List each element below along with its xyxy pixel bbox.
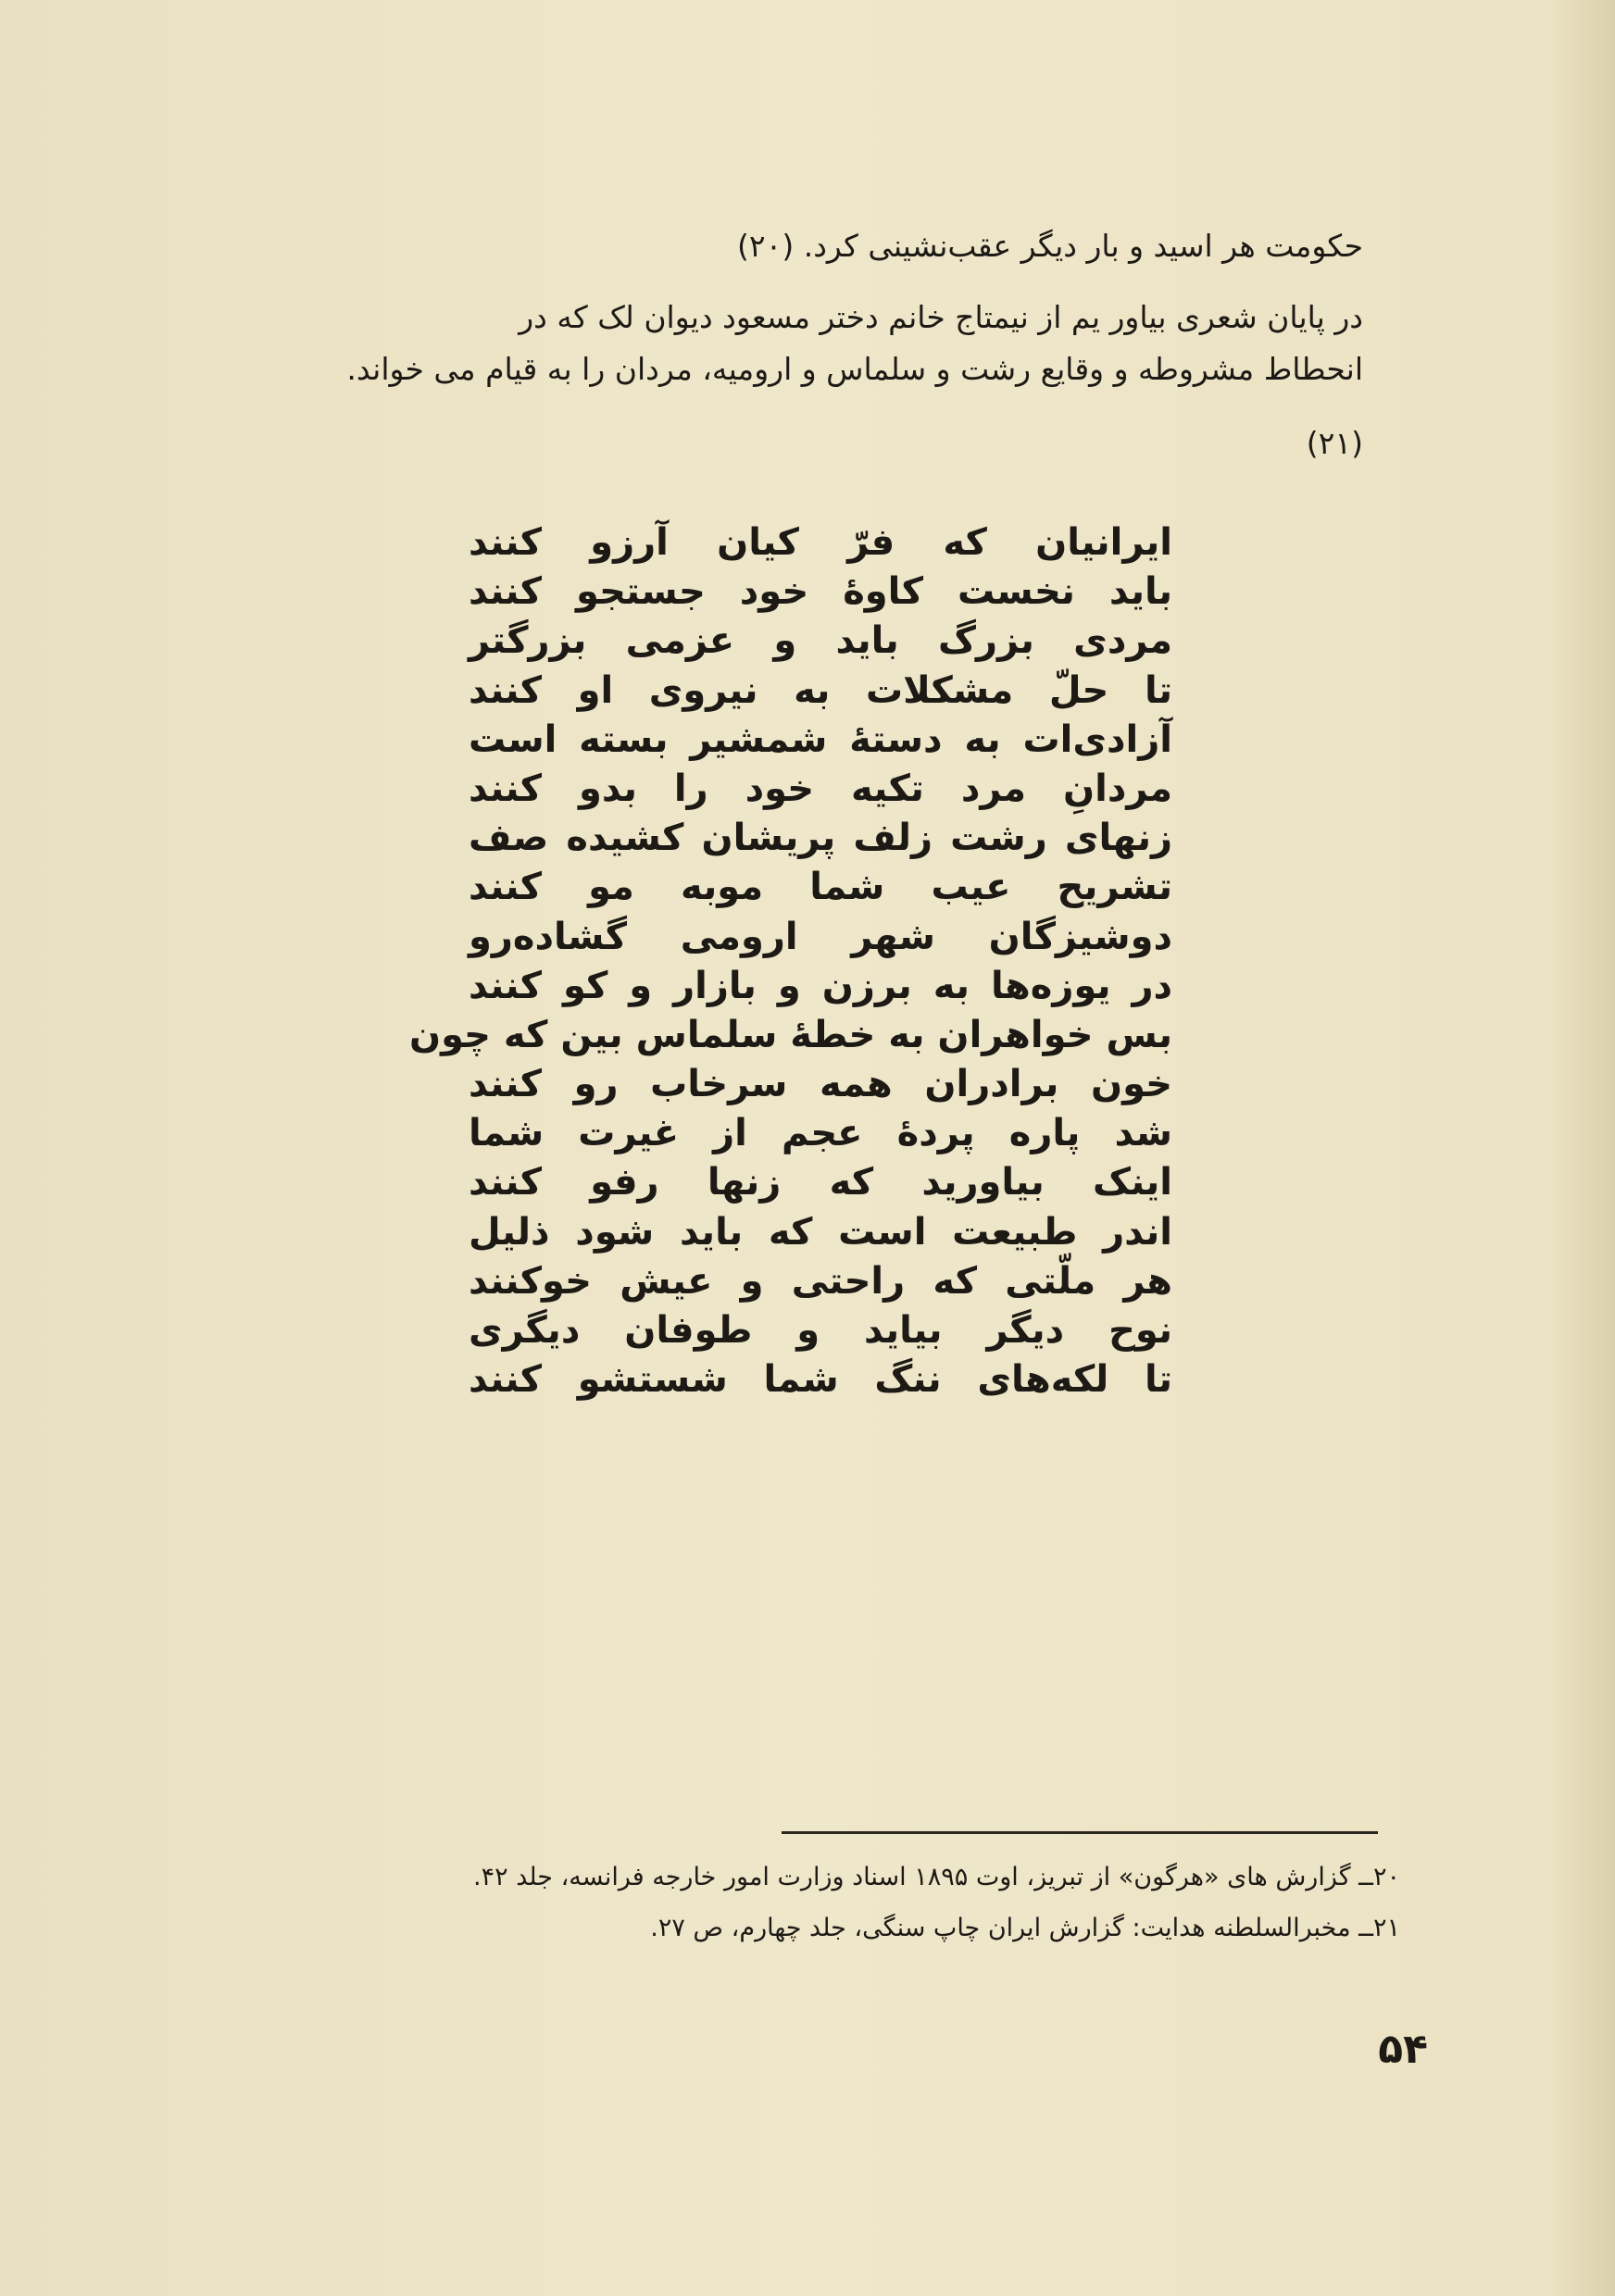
page-number: ۵۴ (1378, 2026, 1428, 2073)
footnote-divider (782, 1831, 1378, 1834)
page-edge-shadow (1550, 0, 1615, 2296)
intro-line-3: انحطاط مشروطه و وقایع رشت و سلماس و ارومیه، مردان را به قیام می خواند. (346, 351, 1363, 387)
poem-verse: آزادی‌ات به دستهٔ شمشیر بسته است (469, 718, 1172, 761)
intro-line-4: (۲۱) (1306, 425, 1363, 461)
poem-verse: اینک بیاورید که زنها رفو کنند (469, 1161, 1172, 1204)
poem-verse: باید نخست کاوهٔ خود جستجو کنند (469, 570, 1172, 614)
poem (408, 518, 1172, 1404)
poem-verse: بس خواهران به خطهٔ سلماس بین که چون (408, 1013, 1172, 1056)
poem-verse: مردانِ مرد تکیه خود را بدو کنند (469, 767, 1172, 810)
poem-verse: در یوزه‌ها به برزن و بازار و کو کنند (469, 964, 1172, 1007)
footnote-20: ۲۰ــ گزارش های «هرگون» از تبریز، اوت ۱۸۹۵ اسناد وزارت امور خارجه فرانسه، جلد ۴۲. (473, 1863, 1400, 1891)
intro-line-1: حکومت هر اسید و بار دیگر عقب‌نشینی کرد. (۲۰) (737, 228, 1363, 264)
poem-verse: خون برادران همه سرخاب رو کنند (469, 1063, 1172, 1106)
poem-verse: ایرانیان که فرّ کیان آرزو کنند (469, 521, 1172, 564)
poem-verse: تا حلّ مشکلات به نیروی او کنند (469, 668, 1172, 712)
poem-verse: هر ملّتی که راحتی و عیش خوکنند (469, 1259, 1172, 1303)
poem-verse: شد پاره پردهٔ عجم از غیرت شما (469, 1112, 1172, 1155)
poem-verse: تا لکه‌های ننگ شما شستشو کنند (469, 1358, 1172, 1402)
intro-line-2: در پایان شعری بیاور یم از نیمتاج خانم دختر مسعود دیوان لک که در (519, 299, 1363, 335)
footnote-21: ۲۱ــ مخبرالسلطنه هدایت: گزارش ایران چاپ سنگی، جلد چهارم، ص ۲۷. (650, 1914, 1400, 1942)
poem-verse: تشریح عیب شما موبه مو کنند (469, 866, 1172, 909)
poem-verse: مردی بزرگ باید و عزمی بزرگتر (469, 619, 1172, 663)
poem-verse: زنهای رشت زلف پریشان کشیده صف (469, 817, 1172, 860)
poem-verse: نوح دیگر بیاید و طوفان دیگری (469, 1309, 1172, 1352)
poem-verse: اندر طبیعت است که باید شود ذلیل (469, 1210, 1172, 1254)
poem-verse: دوشیزگان شهر ارومی گشاده‌رو (469, 915, 1172, 958)
